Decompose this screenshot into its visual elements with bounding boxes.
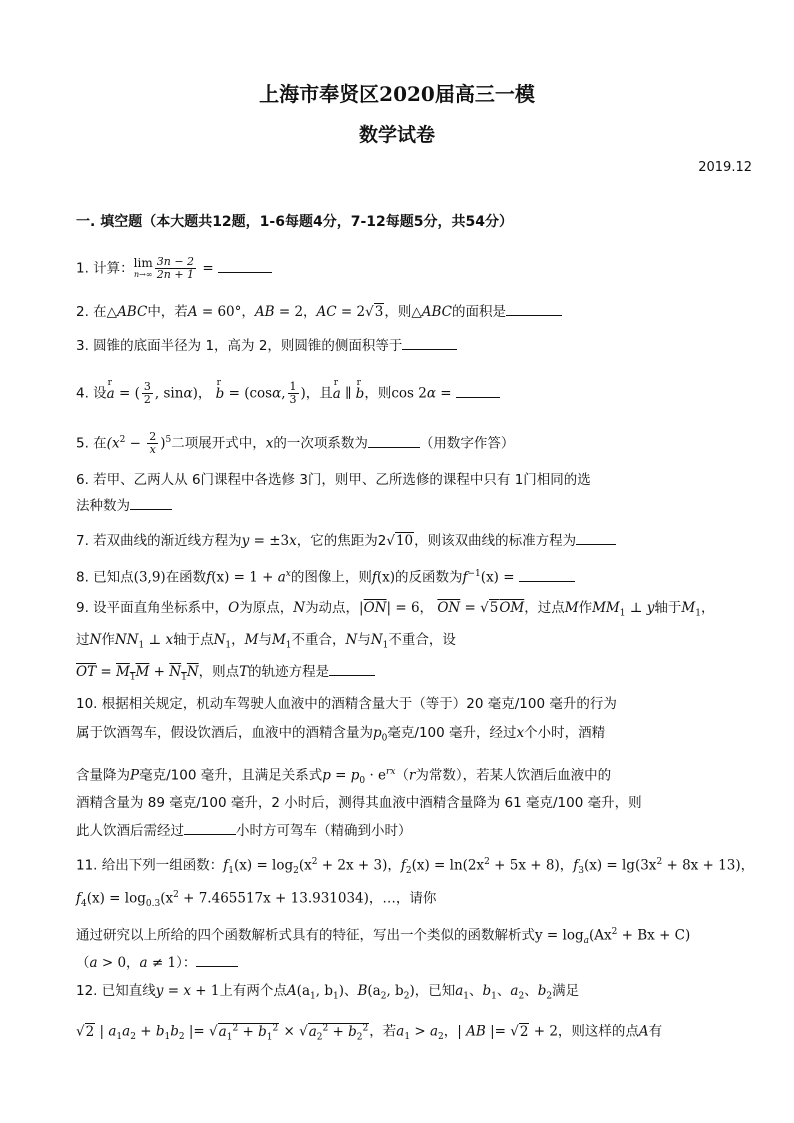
exam-title: 上海市奉贤区2020届高三一模 — [259, 82, 535, 106]
question-7: 7. 若双曲线的渐近线方程为y = ±3x，它的焦距为2√10，则该双曲线的标准方程为 — [76, 532, 616, 550]
question-10-line-1: 10. 根据相关规定，机动车驾驶人血液中的酒精含量大于（等于）20 毫克/100 毫升的行为 — [76, 696, 617, 712]
answer-blank[interactable] — [402, 337, 457, 350]
question-10-line-3: 含量降为P毫克/100 毫升，且满足关系式$p = p_0 \cdot e^{rx}(r$为常数），若某人饮酒后血液中的 — [76, 767, 612, 787]
question-6-line-1: 6. 若甲、乙两人从 6门课程中各选修 3门，则甲、乙所选修的课程中只有 1门相同的选 — [76, 472, 591, 488]
question-12-line-2: √2 | $a_1a_2 + b_1b_2$ |= $√a_1^2 + b_1^2 \times √a_2^2 + b_2^2$，若$a_1 > a_2$，| AB |= √2 + 2，则这样的点A有 — [76, 1023, 663, 1043]
question-6-line-2: 法种数为 — [76, 497, 172, 515]
answer-blank[interactable] — [196, 954, 238, 967]
question-11-line-4: （a > 0，a ≠ 1）： — [76, 954, 238, 972]
question-2: 2. 在△ABC中，若A = 60°，AB = 2，AC = 2√3，则△ABC的面积是 — [76, 303, 562, 321]
question-9-line-1: 9. 设平面直角坐标系中，O为原点，N为动点，$|\overline{ON}| = 6$， $\overline{ON} = √5\overline{OM}$，过点M作$MM_1$ ⊥ y轴于$M_1$， — [76, 600, 715, 619]
question-9-line-3: $\overline{OT} = M_1M + N_1N$，则点T的轨迹方程是 — [76, 663, 375, 687]
answer-blank[interactable] — [368, 435, 420, 448]
question-10-line-2: 属于饮酒驾车，假设饮酒后，血液中的酒精含量为$p_0$毫克/100 毫升，经过x个小时，酒精 — [76, 725, 606, 744]
answer-blank[interactable] — [130, 497, 172, 510]
exam-subtitle: 数学试卷 — [358, 124, 435, 146]
question-5: 5. 在($x^2$ − $\frac{2}{x}$ )$^5$二项展开式中，x的一次项系数为 （用数字作答） — [76, 430, 515, 456]
question-3: 3. 圆锥的底面半径为 1，高为 2，则圆锥的侧面积等于 — [76, 337, 457, 355]
answer-blank[interactable] — [218, 260, 272, 273]
answer-blank[interactable] — [329, 663, 375, 676]
answer-blank[interactable] — [519, 569, 575, 582]
answer-blank[interactable] — [456, 385, 500, 398]
question-8: 8. 已知点(3,9)在函数$f(x) = 1 + a^x$的图像上，则f(x)的反函数为$f^{-1}(x)$ = — [76, 565, 575, 587]
question-10-line-4: 酒精含量为 89 毫克/100 毫升，2 小时后，测得其血液中酒精含量降为 61 毫克/100 毫升，则 — [76, 795, 642, 811]
answer-blank[interactable] — [576, 532, 616, 545]
question-11-line-3: 通过研究以上所给的四个函数解析式具有的特征，写出一个类似的函数解析式$y = \log_a(Ax^2 + Bx + C)$ — [76, 927, 691, 947]
question-9-line-2: 过N作$NN_1$ ⊥ x轴于点$N_1$，M与$M_1$不重合，N与$N_1$不重合，设 — [76, 632, 456, 651]
question-4: 4. 设r a = ( $\frac{3}{2}$ , sinα)， r b = (cosα, $\frac{1}{3}$ )，且r a ∥ r b，则cos 2α = — [76, 381, 500, 406]
limit-symbol: lim n→∞ — [133, 255, 153, 279]
question-11-line-2: $f_4(x) = \log_{0.3}(x^2 + 7.465517x + 13.931034)$，…，请你 — [76, 890, 437, 910]
question-12-line-1: 12. 已知直线y = x + 1上有两个点$A(a_1$, $b_1$)、$B(a_2$, $b_2$)，已知$a_1$、$b_1$、$a_2$、$b_2$满足 — [76, 983, 580, 1002]
fraction: $\frac{3n - 2}{2n + 1}$ — [156, 255, 195, 281]
answer-blank[interactable] — [506, 303, 562, 316]
question-1: 1. 计算：lim n→∞ $\frac{3n - 2}{2n + 1}$ = — [76, 256, 272, 281]
exam-date: 2019.12 — [698, 160, 752, 175]
question-11-line-1: 11. 给出下列一组函数：$f_1(x) = \log_2(x^2 + 2x + 3)$，$f_2(x) = \ln(2x^2 + 5x + 8)$，$f_3(x) = \lg(3x^2 + 8x + 13)$， — [76, 857, 755, 877]
answer-blank[interactable] — [184, 822, 236, 835]
section-heading: 一. 填空题（本大题共12题，1-6每题4分，7-12每题5分，共54分） — [76, 214, 513, 230]
question-10-line-5: 此人饮酒后需经过 小时方可驾车（精确到小时） — [76, 823, 412, 839]
